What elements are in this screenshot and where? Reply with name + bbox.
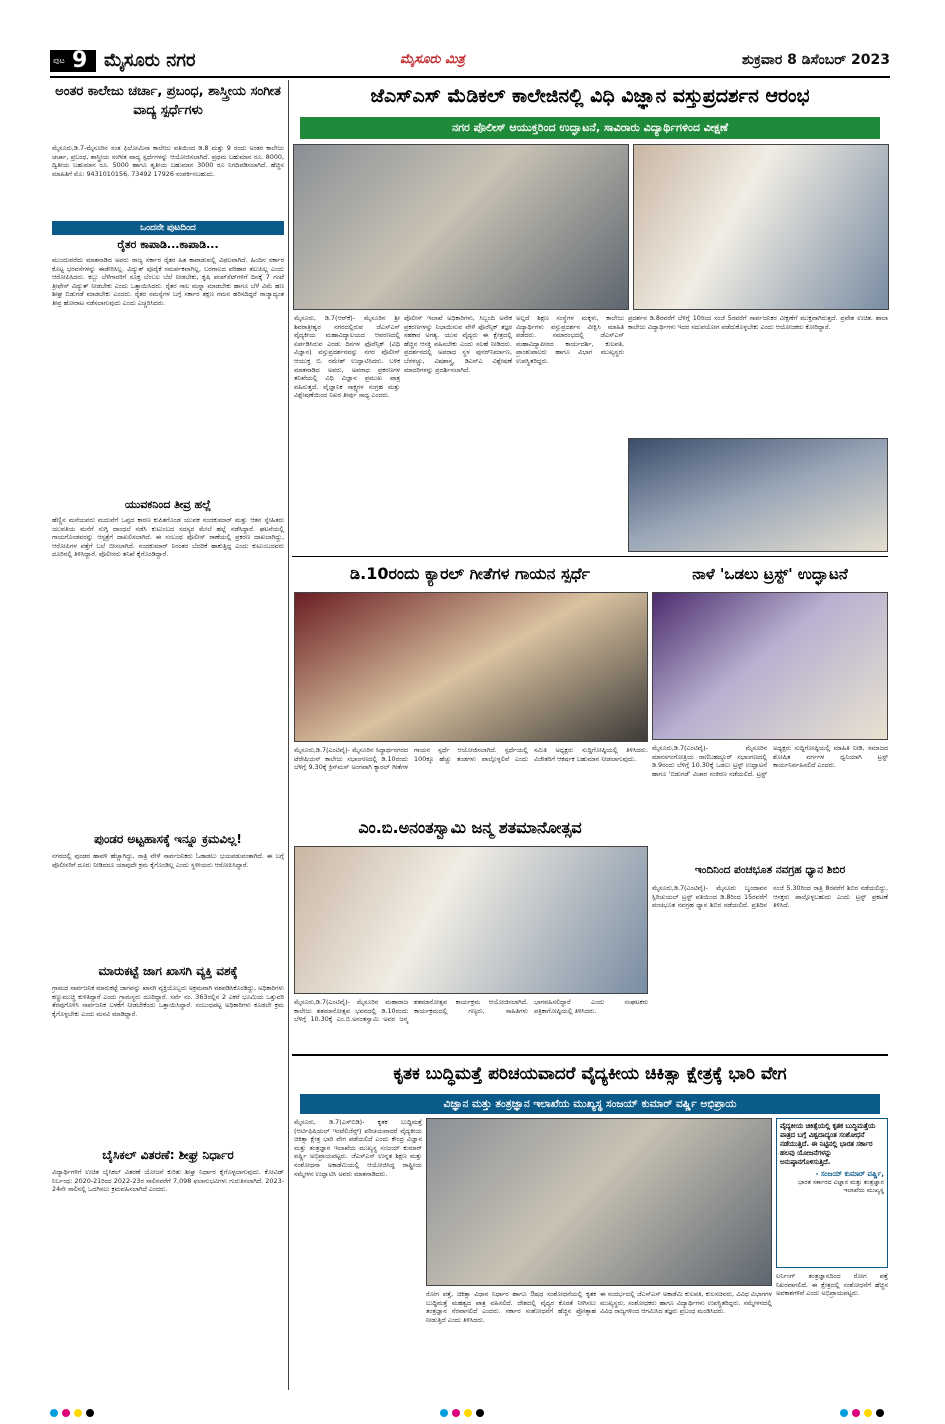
main-text-col3: ಅಲ್ಲದೆ ಶಿಕ್ಷಣ ಸಂಸ್ಥೆಗಳ ಮಕ್ಕಳು, ಕಾಲೇಜು ವಿದ್ಯಾರ್ಥಿಗಳು ವಸ್ತುಪ್ರದರ್ಶನ ವೀಕ್ಷಿಸಿ ಮಾಹಿತಿ ಪಡೆದರು. ಸಮಾರಂಭದಲ್ಲಿ ಜೆಎಸ್‌ಎಸ್ ಮಹಾವಿದ್ಯಾಪೀಠದ ಕಾರ್ಯದರ್ಶಿ, ಕುಲಪತಿ, ಪ್ರಾಂಶುಪಾಲರು ಹಾಗೂ ವಿಭಾಗ ಮುಖ್ಯಸ್ಥರು ಉಪಸ್ಥಿತರಿದ್ದರು. <box>516 314 624 365</box>
left-text-market: ಗ್ರಾಮದ ಸಾರ್ವಜನಿಕ ಮಾರುಕಟ್ಟೆ ಜಾಗವನ್ನು ಖಾಸಗಿ ವ್ಯಕ್ತಿಯೊಬ್ಬರು ಅಕ್ರಮವಾಗಿ ವಶಪಡಿಸಿಕೊಂಡಿದ್ದು, ಅಧಿಕಾರಿಗಳು ಕಣ್ಣುಮುಚ್ಚಿ ಕುಳಿತಿದ್ದಾರೆ ಎಂದು ಗ್ರಾಮಸ್ಥರು ದೂರಿದ್ದಾರೆ. ಸರ್ವೆ ನಂ. 363ರಲ್ಲಿನ 2 ಎಕರೆ ಭೂಮಿಯ ಒತ್ತುವರಿ ತೆರವುಗೊಳಿಸಿ ಸಾರ್ವಜನಿಕ ಬಳಕೆಗೆ ನೀಡಬೇಕೆಂದು ಒತ್ತಾಯಿಸಿದ್ದಾರೆ. ಸಂಬಂಧಪಟ್ಟ ಅಧಿಕಾರಿಗಳು ಕೂಡಲೇ ಕ್ರಮ ಕೈಗೊಳ್ಳಬೇಕು ಎಂದು ಮನವಿ ಮಾಡಿದ್ದಾರೆ. <box>52 984 284 1018</box>
masthead <box>50 48 890 74</box>
meditation-headline: ಇಂದಿನಿಂದ ಪಂಚಭೂತ ನವಗ್ರಹ ಧ್ಯಾನ ಶಿಬಿರ <box>694 864 846 876</box>
main-headline: ಜೆಎಸ್‌ಎಸ್ ಮೆಡಿಕಲ್ ಕಾಲೇಜಿನಲ್ಲಿ ವಿಧಿ ವಿಜ್ಞಾನ ವಸ್ತುಪ್ರದರ್ಶನ ಆರಂಭ <box>370 85 810 107</box>
main-rule <box>292 556 888 557</box>
page-number: 9 <box>72 48 88 73</box>
left-headline-market: ಮಾರುಕಟ್ಟೆ ಜಾಗ ಖಾಸಗಿ ವ್ಯಕ್ತಿ ವಶಕ್ಕೆ <box>98 964 238 978</box>
page-number-box <box>50 50 96 72</box>
left-headline-rowdies: ಪುಂಡರ ಅಟ್ಟಹಾಸಕ್ಕೆ ಇನ್ನೂ ಕ್ರಮವಿಲ್ಲ! <box>94 832 242 846</box>
left-headline-competitions: ಅಂತರ ಕಾಲೇಜು ಚರ್ಚಾ, ಪ್ರಬಂಧ, ಶಾಸ್ತ್ರೀಯ ಸಂಗೀತ ವಾದ್ಯ ಸ್ಪರ್ಧೆಗಳು <box>55 84 281 118</box>
students-photo <box>633 144 889 310</box>
left-text-competitions: ಮೈಸೂರು,ಡಿ.7-ಮೈಸೂರಿನ ಸಂತ ಫಿಲೋಮಿನಾ ಕಾಲೇಜು ವತಿಯಿಂದ ಡಿ.8 ಮತ್ತು 9 ರಂದು ಅಂತರ ಕಾಲೇಜು ಚರ್ಚಾ, ಪ್ರಬಂಧ, ಶಾಸ್ತ್ರೀಯ ಸಂಗೀತ ವಾದ್ಯ ಸ್ಪರ್ಧೆಗಳನ್ನು ಆಯೋಜಿಸಲಾಗಿದೆ. ಪ್ರಥಮ ಬಹುಮಾನ ರೂ. 8000, ದ್ವಿತೀಯ ಬಹುಮಾನ ರೂ. 5000 ಹಾಗೂ ತೃತೀಯ ಬಹುಮಾನ 3000 ರೂ ನಿಗದಿಪಡಿಸಲಾಗಿದೆ. ಹೆಚ್ಚಿನ ಮಾಹಿತಿಗೆ ಮೊ: 9431010156, 73492 17926 ಸಂಪರ್ಕಿಸಬಹುದು. <box>52 144 284 178</box>
quote-text: ವೈದ್ಯಕೀಯ ಚಿಕಿತ್ಸೆಯಲ್ಲಿ ಕೃತಕ ಬುದ್ಧಿಮತ್ತೆಯ ಪಾತ್ರದ ಬಗ್ಗೆ ವಿಶ್ವದಾದ್ಯಂತ ಸಂಶೋಧನೆ ನಡೆಯುತ್ತಿದೆ. ಈ ನಿಟ್ಟಿನಲ್ಲಿ ಭಾರತ ಸರ್ಕಾರ ಹಲವು ಯೋಜನೆಗಳನ್ನು ಅನುಷ್ಠಾನಗೊಳಿಸುತ್ತಿದೆ. <box>780 1122 876 1166</box>
column-divider <box>288 80 289 1390</box>
ai-text-col1: ಮೈಸೂರು, ಡಿ.7(ಎಸ್‌ಬಿಡಿ)- ಕೃತಕ ಬುದ್ಧಿಮತ್ತೆ (ಆರ್ಟಿಫಿಷಿಯಲ್ ಇಂಟೆಲಿಜೆನ್ಸ್) ಪರಿಚಯವಾದರೆ ವೈದ್ಯಕೀಯ ಚಿಕಿತ್ಸಾ ಕ್ಷೇತ್ರ ಭಾರಿ ವೇಗ ಪಡೆಯಲಿದೆ ಎಂದು ಕೇಂದ್ರ ವಿಜ್ಞಾನ ಮತ್ತು ತಂತ್ರಜ್ಞಾನ ಇಲಾಖೆಯ ಮುಖ್ಯಸ್ಥ ಸಂಜಯ್ ಕುಮಾರ್ ವರ್ಷ್ಣಿ ಅಭಿಪ್ರಾಯಪಟ್ಟರು. ಜೆಎಸ್‌ಎಸ್ ಉನ್ನತ ಶಿಕ್ಷಣ ಮತ್ತು ಸಂಶೋಧನಾ ಅಕಾಡೆಮಿಯಲ್ಲಿ ಆಯೋಜಿಸಿದ್ದ ರಾಷ್ಟ್ರೀಯ ಸಮ್ಮೇಳನ ಉದ್ಘಾಟಿಸಿ ಅವರು ಮಾತನಾಡಿದರು. <box>294 1118 422 1178</box>
carol-photo <box>294 592 648 742</box>
quote-role: ಭಾರತ ಸರ್ಕಾರದ ವಿಜ್ಞಾನ ಮತ್ತು ತಂತ್ರಜ್ಞಾನ ಇಲಾಖೆಯ ಮುಖ್ಯಸ್ಥ <box>797 1179 884 1194</box>
centenary-text: ಮೈಸೂರು,ಡಿ.7(ಎಂಟಿವೈ)- ಮೈಸೂರಿನ ಮಹಾರಾಜ ಕಾಲೇಜು ಶತಮಾನೋತ್ಸವ ಭವನದಲ್ಲಿ ಡಿ.10ರಂದು ಬೆಳಿಗ್ಗೆ 10.30ಕ್ಕೆ ಎಂ.ಬಿ.ಅನಂತಸ್ವಾಮಿ ಅವರ ಜನ್ಮ ಶತಮಾನೋತ್ಸವ ಕಾರ್ಯಕ್ರಮ ಆಯೋಜಿಸಲಾಗಿದೆ. ಕಾರ್ಯಕ್ರಮದಲ್ಲಿ ಗಣ್ಯರು, ಸಾಹಿತಿಗಳು ಭಾಗವಹಿಸಲಿದ್ದಾರೆ ಎಂದು ಸಂಘಟಕರು ಪತ್ರಿಕಾಗೋಷ್ಠಿಯಲ್ಲಿ ತಿಳಿಸಿದರು. <box>294 998 648 1024</box>
quote-author: - ಸಂಜಯ್ ಕುಮಾರ್ ವರ್ಷ್ಣಿ, <box>815 1170 884 1178</box>
meditation-text: ಮೈಸೂರು,ಡಿ.7(ಎಂಟಿವೈ)- ಮೈಸೂರು ಬೃಂದಾವನ ಸ್ಪಿರಿಚುಯಲ್ ಟ್ರಸ್ಟ್ ವತಿಯಿಂದ ಡಿ.8ರಿಂದ 15ರವರೆಗೆ ಪಂಚಭೂತ ನವಗ್ರಹ ಧ್ಯಾನ ಶಿಬಿರ ನಡೆಯಲಿದೆ. ಪ್ರತಿದಿನ ಸಂಜೆ 5.30ರಿಂದ ರಾತ್ರಿ 8ರವರೆಗೆ ಶಿಬಿರ ನಡೆಯಲಿದ್ದು, ಆಸಕ್ತರು ಪಾಲ್ಗೊಳ್ಳಬಹುದು ಎಂದು ಟ್ರಸ್ಟ್ ಪ್ರಕಟಣೆ ತಿಳಿಸಿದೆ. <box>652 884 888 910</box>
centenary-photo <box>294 846 648 994</box>
carol-headline: ಡಿ.10ರಂದು ಕ್ಯಾರಲ್ ಗೀತೆಗಳ ಗಾಯನ ಸ್ಪರ್ಧೆ <box>350 564 590 583</box>
ai-text-col3: ಈ ಸಂದರ್ಭದಲ್ಲಿ ಜೆಎಸ್‌ಎಸ್ ಅಕಾಡೆಮಿ ಕುಲಪತಿ, ಕುಲಸಚಿವರು, ವಿವಿಧ ವಿಭಾಗಗಳ ಮುಖ್ಯಸ್ಥರು, ಸಂಶೋಧಕರು ಹಾಗೂ ವಿದ್ಯಾರ್ಥಿಗಳು ಉಪಸ್ಥಿತರಿದ್ದರು. ಸಮ್ಮೇಳನದಲ್ಲಿ ವಿವಿಧ ರಾಜ್ಯಗಳಿಂದ ಆಗಮಿಸಿದ ತಜ್ಞರು ಪ್ರಬಂಧ ಮಂಡಿಸಿದರು. <box>600 1290 772 1316</box>
bottom-rule <box>292 1054 888 1056</box>
ai-text-col4: ಲರ್ನಿಂಗ್ ತಂತ್ರಜ್ಞಾನದಿಂದ ರೋಗ ಪತ್ತೆ ನಿಖರವಾಗಲಿದೆ. ಈ ಕ್ಷೇತ್ರದಲ್ಲಿ ಸಂಶೋಧನೆಗೆ ಹೆಚ್ಚಿನ ಅವಕಾಶಗಳಿವೆ ಎಂದು ಅಭಿಪ್ರಾಯಪಟ್ಟರು. <box>776 1272 888 1298</box>
trust-photo <box>652 592 888 740</box>
quote-box <box>776 1118 888 1268</box>
ai-text-col2: ರೋಗ ಪತ್ತೆ, ಚಿಕಿತ್ಸಾ ವಿಧಾನ ನಿರ್ಧಾರ ಹಾಗೂ ಔಷಧ ಸಂಶೋಧನೆಯಲ್ಲಿ ಕೃತಕ ಬುದ್ಧಿಮತ್ತೆ ಮಹತ್ವದ ಪಾತ್ರ ವಹಿಸಲಿದೆ. ದೇಶದಲ್ಲಿ ವೈದ್ಯರ ಕೊರತೆ ನೀಗಿಸಲು ತಂತ್ರಜ್ಞಾನ ನೆರವಾಗಲಿದೆ ಎಂದರು. ಸರ್ಕಾರ ಸಂಶೋಧನೆಗೆ ಹೆಚ್ಚಿನ ಪ್ರೋತ್ಸಾಹ ನೀಡುತ್ತಿದೆ ಎಂದು ತಿಳಿಸಿದರು. <box>426 1290 596 1324</box>
registration-dots-right <box>840 1402 888 1421</box>
centenary-headline: ಎಂ.ಬಿ.ಅನಂತಸ್ವಾಮಿ ಜನ್ಮ ಶತಮಾನೋತ್ಸವ <box>358 818 582 837</box>
registration-dots-center <box>440 1402 488 1421</box>
masthead-logo: ಮೈಸೂರು ಮಿತ್ರ <box>400 52 465 67</box>
issue-date: ಶುಕ್ರವಾರ 8 ಡಿಸೆಂಬರ್ 2023 <box>741 52 890 68</box>
main-subhead: ನಗರ ಪೊಲೀಸ್ ಆಯುಕ್ತರಿಂದ ಉದ್ಘಾಟನೆ, ಸಾವಿರಾರು ವಿದ್ಯಾರ್ಥಿಗಳಿಂದ ವೀಕ್ಷಣೆ <box>300 117 880 139</box>
masthead-rule <box>50 76 890 78</box>
carol-text: ಮೈಸೂರು,ಡಿ.7(ಎಂಟಿವೈ)- ಮೈಸೂರಿನ ಸಿದ್ಧಾರ್ಥನಗರದ ಟೆರೇಷಿಯನ್ ಕಾಲೇಜು ಸಭಾಂಗಣದಲ್ಲಿ ಡಿ.10ರಂದು ಬೆಳಿಗ್ಗೆ 9.30ಕ್ಕೆ ಕ್ರಿಸ್‌ಮಸ್ ಅಂಗವಾಗಿ ಕ್ಯಾರಲ್ ಗೀತೆಗಳ ಗಾಯನ ಸ್ಪರ್ಧೆ ಆಯೋಜಿಸಲಾಗಿದೆ. ಸ್ಪರ್ಧೆಯಲ್ಲಿ 100ಕ್ಕೂ ಹೆಚ್ಚು ತಂಡಗಳು ಪಾಲ್ಗೊಳ್ಳಲಿವೆ ಎಂದು ಸಮಿತಿ ಅಧ್ಯಕ್ಷರು ಸುದ್ದಿಗೋಷ್ಠಿಯಲ್ಲಿ ತಿಳಿಸಿದರು. ವಿಜೇತರಿಗೆ ಆಕರ್ಷಕ ಬಹುಮಾನ ನೀಡಲಾಗುವುದು. <box>294 746 648 772</box>
left-text-assault: ಹೆಣ್ಣಿನ ಮನೆಯವರು ಮದುವೆಗೆ ಒಪ್ಪದ ಕಾರಣ ಕುಪಿತಗೊಂಡ ಯುವಕ ನಂದಕುಮಾರ್ ಮತ್ತು ಆತನ ಸ್ನೇಹಿತರು ಯುವತಿಯ ಮನೆಗೆ ನುಗ್ಗಿ ದಾಂಧಲೆ ನಡೆಸಿ ಕುಟುಂಬದ ಸದಸ್ಯರ ಮೇಲೆ ಹಲ್ಲೆ ನಡೆಸಿದ್ದಾರೆ. ಘಟನೆಯಲ್ಲಿ ಗಾಯಗೊಂಡವರನ್ನು ಆಸ್ಪತ್ರೆಗೆ ದಾಖಲಿಸಲಾಗಿದೆ. ಈ ಸಂಬಂಧ ಪೊಲೀಸ್ ಠಾಣೆಯಲ್ಲಿ ಪ್ರಕರಣ ದಾಖಲಾಗಿದ್ದು, ಆರೋಪಿಗಳ ಪತ್ತೆಗೆ ಬಲೆ ಬೀಸಲಾಗಿದೆ. ನಂದಕುಮಾರ್ ನಿರಂತರ ಬೆದರಿಕೆ ಹಾಕುತ್ತಿದ್ದ ಎಂದು ಕುಟುಂಬದವರು ದೂರಿನಲ್ಲಿ ತಿಳಿಸಿದ್ದಾರೆ. ಪೊಲೀಸರು ತನಿಖೆ ಕೈಗೊಂಡಿದ್ದಾರೆ. <box>52 516 284 559</box>
main-text-col4: ಪ್ರದರ್ಶನ ಡಿ.8ರವರೆಗೆ ಬೆಳಿಗ್ಗೆ 10ರಿಂದ ಸಂಜೆ 5ರವರೆಗೆ ಸಾರ್ವಜನಿಕರ ವೀಕ್ಷಣೆಗೆ ಮುಕ್ತವಾಗಿರುತ್ತದೆ. ಪ್ರವೇಶ ಉಚಿತ. ಶಾಲಾ ಕಾಲೇಜು ವಿದ್ಯಾರ್ಥಿಗಳು ಇದರ ಸದುಪಯೋಗ ಪಡೆದುಕೊಳ್ಳಬೇಕು ಎಂದು ಆಯೋಜಕರು ಕೋರಿದ್ದಾರೆ. <box>628 314 888 331</box>
left-text-rowdies: ನಗರದಲ್ಲಿ ಪುಂಡರ ಹಾವಳಿ ಹೆಚ್ಚಾಗಿದ್ದು, ರಾತ್ರಿ ವೇಳೆ ಸಾರ್ವಜನಿಕರು ಓಡಾಡಲು ಭಯಪಡುವಂತಾಗಿದೆ. ಈ ಬಗ್ಗೆ ಪೊಲೀಸರಿಗೆ ದೂರು ನೀಡಿದರೂ ಯಾವುದೇ ಕ್ರಮ ಕೈಗೊಂಡಿಲ್ಲ ಎಂದು ಸ್ಥಳೀಯರು ಆರೋಪಿಸಿದ್ದಾರೆ. <box>52 852 284 869</box>
left-headline-assault: ಯುವಕನಿಂದ ತೀವ್ರ ಹಲ್ಲೆ <box>124 498 212 511</box>
main-text-col2: ಪೊಲೀಸ್ ಇಲಾಖೆ ಅಧಿಕಾರಿಗಳು, ಸಿಬ್ಬಂದಿ ಅನೇಕ ಪ್ರಕರಣಗಳನ್ನು ನಿಭಾಯಿಸುವ ವೇಳೆ ಫೊರೆನ್ಸಿಕ್ ತಜ್ಞರ ಸಹಕಾರ ಅಗತ್ಯ. ಯುವ ವೈದ್ಯರು ಈ ಕ್ಷೇತ್ರದಲ್ಲಿ ಹೆಚ್ಚಿನ ಆಸಕ್ತಿ ವಹಿಸಬೇಕು ಎಂದು ಸಲಹೆ ನೀಡಿದರು. ಪ್ರದರ್ಶನದಲ್ಲಿ ಅಪರಾಧ ಸ್ಥಳ ಪುನರ್‌ನಿರ್ಮಾಣ, ಬೆರಳಚ್ಚು, ವಿಷಶಾಸ್ತ್ರ, ಡಿಎನ್‌ಎ ವಿಶ್ಲೇಷಣೆ ಮಾದರಿಗಳನ್ನು ಪ್ರದರ್ಶಿಸಲಾಗಿದೆ. <box>404 314 512 374</box>
ai-subhead: ವಿಜ್ಞಾನ ಮತ್ತು ತಂತ್ರಜ್ಞಾನ ಇಲಾಖೆಯ ಮುಖ್ಯಸ್ಥ ಸಂಜಯ್ ಕುಮಾರ್ ವರ್ಷ್ಣಿ ಅಭಿಪ್ರಾಯ <box>300 1094 880 1114</box>
main-text-col1: ಮೈಸೂರು, ಡಿ.7(ಆರ್‌ಕೆ)- ಮೈಸೂರಿನ ಶ್ರೀ ಶಿವರಾತ್ರೀಶ್ವರ ನಗರದಲ್ಲಿರುವ ಜೆಎಸ್‌ಎಸ್ ವೈದ್ಯಕೀಯ ಮಹಾವಿದ್ಯಾಲಯದ ಆವರಣದಲ್ಲಿ ಏರ್ಪಡಿಸಿರುವ ಎರಡು ದಿನಗಳ ಫೊರೆನ್ಸಿಕ್ (ವಿಧಿ ವಿಜ್ಞಾನ) ವಸ್ತುಪ್ರದರ್ಶನವನ್ನು ನಗರ ಪೊಲೀಸ್ ಆಯುಕ್ತ ಬಿ. ರಮೇಶ್ ಉದ್ಘಾಟಿಸಿದರು. ಬಳಿಕ ಮಾತನಾಡಿದ ಅವರು, ಅಪರಾಧ ಪ್ರಕರಣಗಳ ತನಿಖೆಯಲ್ಲಿ ವಿಧಿ ವಿಜ್ಞಾನ ಪ್ರಮುಖ ಪಾತ್ರ ವಹಿಸುತ್ತದೆ. ವೈಜ್ಞಾನಿಕ ಸಾಕ್ಷ್ಯಗಳ ಸಂಗ್ರಹ ಮತ್ತು ವಿಶ್ಲೇಷಣೆಯಿಂದ ನಿಖರ ತೀರ್ಪು ಸಾಧ್ಯ ಎಂದರು. <box>294 314 400 400</box>
left-headline-farmers: ರೈತರ ಕಾಪಾಡಿ...ಕಾಪಾಡಿ... <box>117 238 219 251</box>
left-text-bicycle: ವಿದ್ಯಾರ್ಥಿಗಳಿಗೆ ಉಚಿತ ಬೈಸಿಕಲ್ ವಿತರಣೆ ಯೋಜನೆ ಕುರಿತು ಶೀಘ್ರ ನಿರ್ಧಾರ ಕೈಗೊಳ್ಳಲಾಗುವುದು. ಕೋವಿಡ್ ನಿರ್ಬಂಧ: 2020-21ರಿಂದ 2022-23ರ ಸಾಲಿನವರೆಗೆ 7,098 ಫಲಾನುಭವಿಗಳು ಗುರುತಿಸಲಾಗಿದೆ. 2023-24ನೇ ಸಾಲಿನಲ್ಲಿ ಒದಗಿಸಲು ಕ್ರಮವಹಿಸಲಾಗಿದೆ ಎಂದರು. <box>52 1168 284 1194</box>
registration-dots-left <box>50 1402 98 1421</box>
inauguration-photo <box>293 144 629 310</box>
left-headline-bicycle: ಬೈಸಿಕಲ್ ವಿತರಣೆ: ಶೀಘ್ರ ನಿರ್ಧಾರ <box>102 1148 234 1162</box>
left-text-farmers: ಮುಂದುವರೆದು ಮಾತನಾಡಿದ ಅವರು ರಾಜ್ಯ ಸರ್ಕಾರ ರೈತರ ಹಿತ ಕಾಪಾಡುವಲ್ಲಿ ವಿಫಲವಾಗಿದೆ. ಹಿಂದಿನ ಸರ್ಕಾರ ಕೊಟ್ಟ ಭರವಸೆಗಳನ್ನು ಈಡೇರಿಸಿಲ್ಲ. ವಿದ್ಯುತ್ ಪೂರೈಕೆ ಸಮರ್ಪಕವಾಗಿಲ್ಲ, ಬರಗಾಲದ ಪರಿಹಾರ ತಲುಪಿಲ್ಲ ಎಂದು ಆರೋಪಿಸಿದರು. ಕಬ್ಬು ಬೆಳೆಗಾರರಿಗೆ ಸೂಕ್ತ ಬೆಂಬಲ ಬೆಲೆ ನೀಡಬೇಕು, ಕೃಷಿ ಪಂಪ್‌ಸೆಟ್‌ಗಳಿಗೆ ದಿನಕ್ಕೆ 7 ಗಂಟೆ ತ್ರೀಫೇಸ್ ವಿದ್ಯುತ್ ನೀಡಬೇಕು ಎಂದು ಒತ್ತಾಯಿಸಿದರು. ರೈತರ ಸಾಲ ಮನ್ನಾ ಮಾಡಬೇಕು ಹಾಗೂ ಬೆಳೆ ವಿಮೆ ಹಣ ಶೀಘ್ರ ಬಿಡುಗಡೆ ಮಾಡಬೇಕು ಎಂದರು. ರೈತರ ಸಮಸ್ಯೆಗಳ ಬಗ್ಗೆ ಸರ್ಕಾರ ತಕ್ಷಣ ಗಮನ ಹರಿಸದಿದ್ದರೆ ರಾಜ್ಯಾದ್ಯಂತ ತೀವ್ರ ಹೋರಾಟ ನಡೆಸಲಾಗುವುದು ಎಂದು ಎಚ್ಚರಿಸಿದರು. <box>52 256 284 307</box>
trust-headline: ನಾಳೆ 'ಒಡಲು ಟ್ರಸ್ಟ್' ಉದ್ಘಾಟನೆ <box>692 565 848 583</box>
continued-banner: ಒಂದನೇ ಪುಟದಿಂದ <box>52 221 284 235</box>
section-title: ಮೈಸೂರು ನಗರ <box>104 50 196 71</box>
ai-headline: ಕೃತಕ ಬುದ್ಧಿಮತ್ತೆ ಪರಿಚಯವಾದರೆ ವೈದ್ಯಕೀಯ ಚಿಕಿತ್ಸಾ ಕ್ಷೇತ್ರಕ್ಕೆ ಭಾರಿ ವೇಗ <box>393 1064 787 1084</box>
page-label: ಪುಟ <box>53 56 65 65</box>
trust-text: ಮೈಸೂರು,ಡಿ.7(ಎಂಟಿವೈ)- ಮೈಸೂರಿನ ಮಾನಸಗಂಗೋತ್ರಿಯ ರಾಣಿಬಹದ್ದೂರ್ ಸಭಾಂಗಣದಲ್ಲಿ ಡಿ.9ರಂದು ಬೆಳಿಗ್ಗೆ 10.30ಕ್ಕೆ ಒಡಲು ಟ್ರಸ್ಟ್ ಉದ್ಘಾಟನೆ ಹಾಗೂ 'ಬಿಡುಗಡೆ' ವಿಚಾರ ಸಂಕಿರಣ ನಡೆಯಲಿದೆ. ಟ್ರಸ್ಟ್ ಅಧ್ಯಕ್ಷರು ಸುದ್ದಿಗೋಷ್ಠಿಯಲ್ಲಿ ಮಾಹಿತಿ ನೀಡಿ, ಸಮಾಜದ ಶೋಷಿತ ವರ್ಗಗಳ ಧ್ವನಿಯಾಗಿ ಟ್ರಸ್ಟ್ ಕಾರ್ಯನಿರ್ವಹಿಸಲಿದೆ ಎಂದರು. <box>652 744 888 778</box>
exhibit-photo <box>628 438 888 552</box>
lamp-lighting-photo <box>426 1118 772 1286</box>
